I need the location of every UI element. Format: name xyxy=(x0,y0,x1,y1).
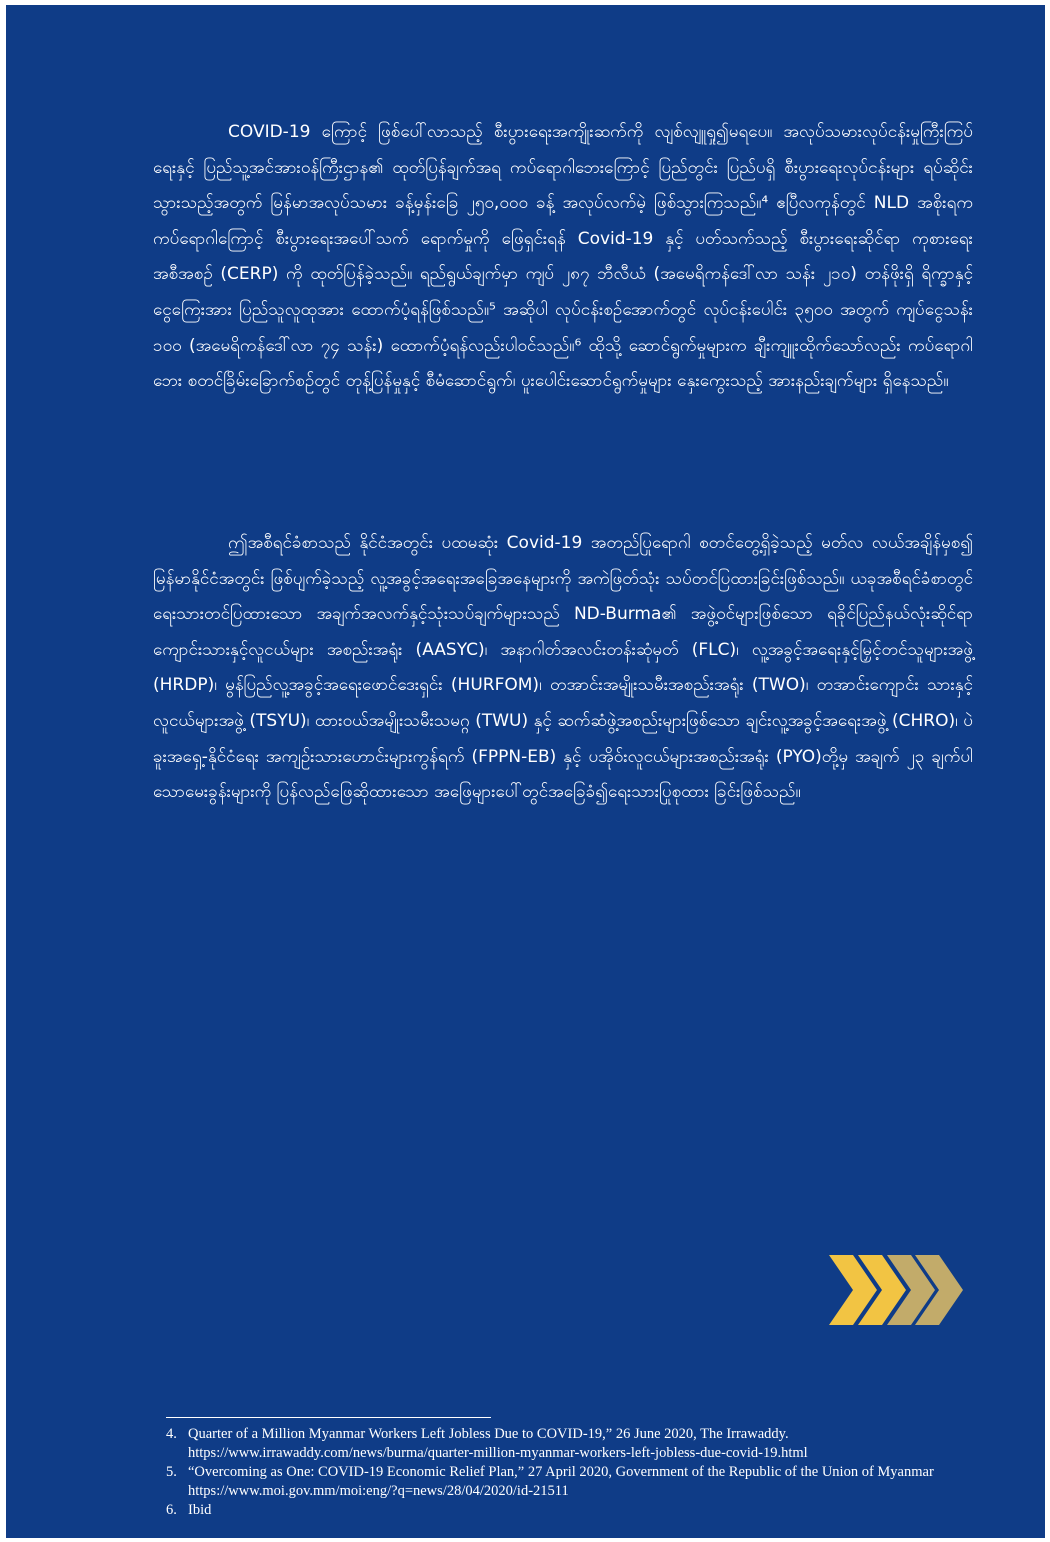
paragraph-1-text: COVID-19 ကြောင့် ဖြစ်ပေါ်လာသည့် စီးပွားရေးအကျိုးဆက်ကို လျစ်လျူရှု၍မရပေ။ အလုပ်သမားလုပ်ငန်းမှုကြီးကြပ် ရေးနှင့် ပြည်သူ့အင်အားဝန်ကြီးဌာန၏ ထုတ်ပြန်ချက်အရ ကပ်ရောဂါဘေးကြောင့် ပြည်တွင်း ပြည်ပရှိ စီးပွားရေးလုပ်ငန်းများ ရပ်ဆိုင်းသွားသည့်အတွက် မြန်မာအလုပ်သမား ခန့်မှန်းခြေ ၂၅၀,၀၀၀ ခန့် အလုပ်လက်မဲ့ ဖြစ်သွားကြသည်။⁴ ဧပြီလကုန်တွင် NLD အစိုးရက ကပ်ရောဂါကြောင့် စီးပွားရေးအပေါ်သက် ရောက်မှုကို ဖြေရှင်းရန် Covid-19 နှင့် ပတ်သက်သည့် စီးပွားရေးဆိုင်ရာ ကုစားရေးအစီအစဉ် (CERP) ကို ထုတ်ပြန်ခဲ့သည်။ ရည်ရွယ်ချက်မှာ ကျပ် ၂၈၇ ဘီလီယံ (အမေရိကန်ဒေါ်လာ သန်း ၂၁၀) တန်ဖိုးရှိ ရိက္ခာနှင့် ငွေကြေးအား ပြည်သူလူထုအား ထောက်ပံ့ရန်ဖြစ်သည်။⁵ အဆိုပါ လုပ်ငန်းစဉ်အောက်တွင် လုပ်ငန်းပေါင်း ၃၅၀၀ အတွက် ကျပ်ငွေသန်း ၁၀၀ (အမေရိကန်ဒေါ်လာ ၇၄ သန်း) ထောက်ပံ့ရန်လည်းပါဝင်သည်။⁶ ထိုသို့ ဆောင်ရွက်မှုများက ချီးကျူးထိုက်သော်လည်း ကပ်ရောဂါဘေး စတင်ခြိမ်းခြောက်စဉ်တွင် တုန့်ပြန်မှုနှင့် စီမံဆောင်ရွက်၊ ပူးပေါင်းဆောင်ရွက်မှုများ နှေးကွေးသည့် အားနည်းချက်များ ရှိနေသည်။ xyxy=(153,122,973,392)
footnote-text: “Overcoming as One: COVID-19 Economic Relief Plan,” 27 April 2020, Government of the Republic of the Union of Myanmar https://www.moi.gov.mm/moi:eng/?q=news/28/04/2020/id-21511 xyxy=(188,1464,934,1499)
footnote-text: Ibid xyxy=(188,1502,212,1518)
footnote-6 xyxy=(166,1501,966,1520)
chevron-arrows-icon xyxy=(829,1255,963,1325)
paragraph-2-text: ဤအစီရင်ခံစာသည် နိုင်ငံအတွင်း ပထမဆုံး Covid-19 အတည်ပြုရောဂါ စတင်တွေ့ရှိခဲ့သည့် မတ်လ လယ်အချိန်မှစ၍ မြန်မာနိုင်ငံအတွင်း ဖြစ်ပျက်ခဲ့သည့် လူ့အခွင့်အရေးအခြေအနေများကို အကဲဖြတ်သုံး သပ်တင်ပြထားခြင်းဖြစ်သည်။ ယခုအစီရင်ခံစာတွင် ရေးသားတင်ပြထားသော အချက်အလက်နှင့်သုံးသပ်ချက်များသည် ND-Burma၏ အဖွဲ့ဝင်များဖြစ်သော ရခိုင်ပြည်နယ်လုံးဆိုင်ရာ ကျောင်းသားနှင့်လူငယ်များ အစည်းအရုံး (AASYC)၊ အနာဂါတ်အလင်းတန်းဆုံမှတ် (FLC)၊ လူ့အခွင့်အရေးနှင့်မြှင့်တင်သူများအဖွဲ့ (HRDP)၊ မွန်ပြည်လူ့အခွင့်အရေးဖောင်ဒေးရှင်း (HURFOM)၊ တအာင်းအမျိုးသမီးအစည်းအရုံး (TWO)၊ တအာင်းကျောင်း သားနှင့် လူငယ်များအဖွဲ့ (TSYU)၊ ထားဝယ်အမျိုးသမီးသမဂ္ဂ (TWU) နှင့် ဆက်ဆံဖွဲ့အစည်းများဖြစ်သော ချင်းလူ့အခွင့်အရေးအဖွဲ့ (CHRO)၊ ပဲခူးအရှေ့-နိုင်ငံရေး အကျဉ်းသားဟောင်းများကွန်ရက် (FPPN-EB) နှင့် ပအိုဝ်းလူငယ်များအစည်းအရုံး (PYO)တို့မှ အချက် ၂၃ ချက်ပါသောမေးခွန်းများကို ပြန်လည်ဖြေဆိုထားသော အဖြေများပေါ်တွင်အခြေခံ၍ရေးသားပြုစုထား ခြင်းဖြစ်သည်။ xyxy=(153,533,973,803)
paragraph-report-scope xyxy=(153,526,973,811)
footnote-number: 4. xyxy=(166,1426,177,1442)
footnote-number: 5. xyxy=(166,1464,177,1480)
footnote-text: Quarter of a Million Myanmar Workers Left Jobless Due to COVID-19,” 26 June 2020, The Irrawaddy. https://www.irrawaddy.com/news/burma/quarter-million-myanmar-workers-left-jobless-due-covid-19.html xyxy=(188,1426,808,1461)
footnotes xyxy=(166,1425,966,1520)
paragraph-covid-economic xyxy=(153,115,973,400)
footnote-5 xyxy=(166,1463,966,1501)
page-panel xyxy=(6,5,1045,1538)
footnote-4 xyxy=(166,1425,966,1463)
footnote-divider xyxy=(166,1417,491,1418)
footnote-number: 6. xyxy=(166,1502,177,1518)
